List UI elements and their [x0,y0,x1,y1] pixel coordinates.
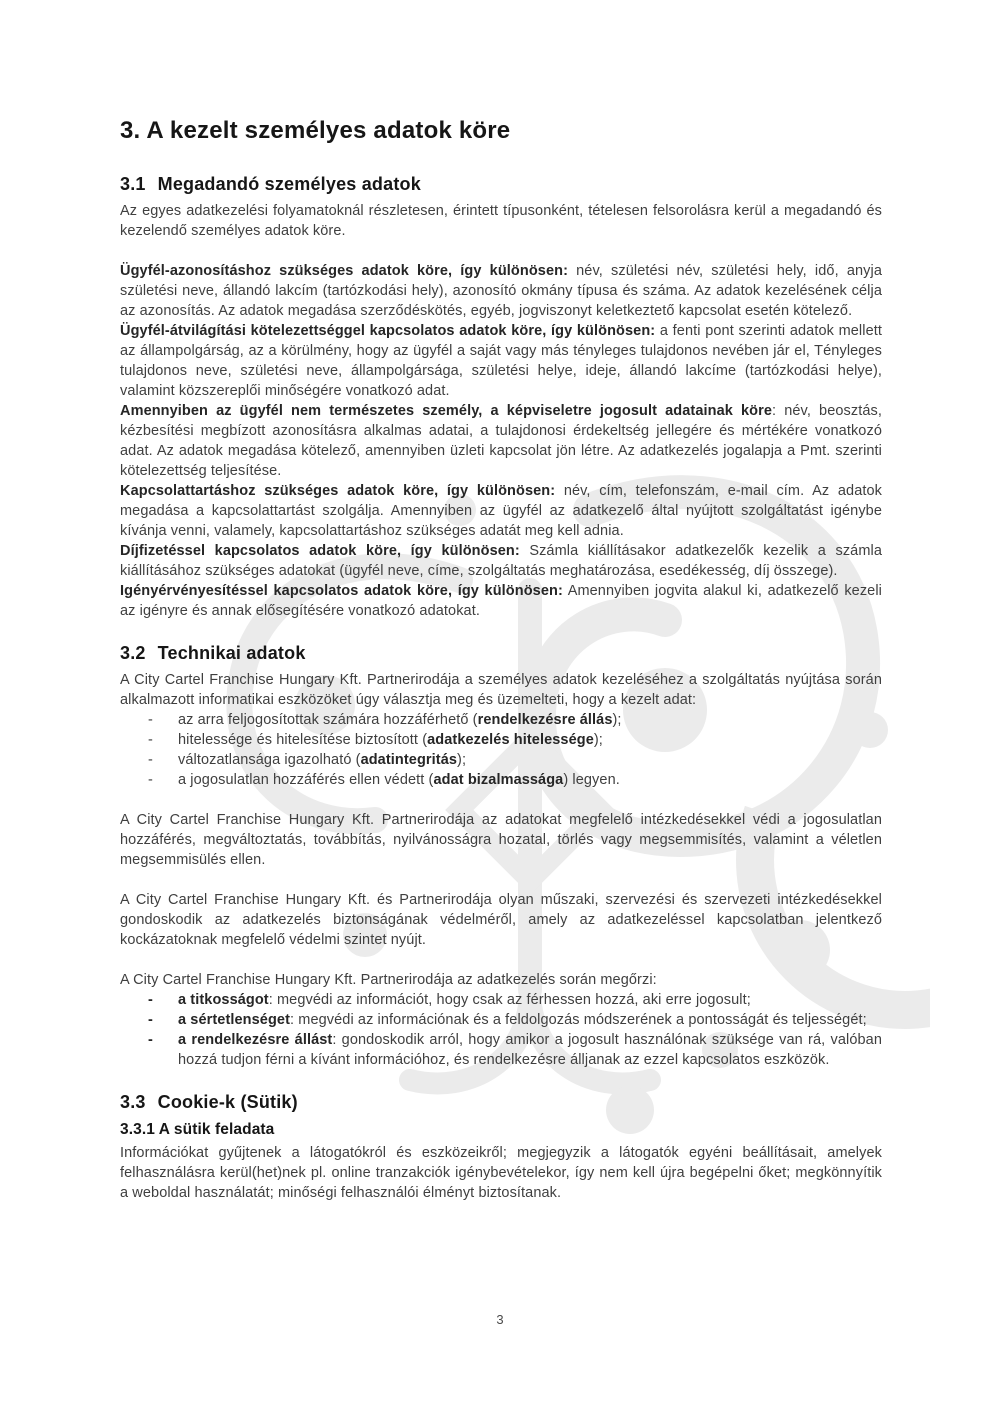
spacer [120,241,882,261]
section-number: 3.3 [120,1092,146,1112]
list-item-text [178,990,882,1010]
section-heading-3-1 [120,172,882,196]
list-item-text [178,730,882,750]
list-marker: - [148,1032,153,1048]
list-item-text [178,770,882,790]
list-item-post: ); [457,752,467,768]
list-item-pre: az arra feljogosítottak számára hozzáférhető ( [178,712,478,728]
list-marker: - [148,772,153,788]
spacer [120,950,882,970]
list-item-term: a titkosságot [178,992,269,1008]
subsection-heading-3-3-1: 3.3.1 A sütik feladata [120,1121,275,1138]
list-item [120,750,882,770]
list-item-pre: a jogosulatlan hozzáférés ellen védett ( [178,772,434,788]
paragraph: Az egyes adatkezelési folyamatoknál részletesen, érintett típusonként, tételesen felsorolásra kerül a megadandó és kezelendő személyes adatok köre. [120,203,882,239]
section-title: Technikai adatok [157,643,306,663]
paragraph: A City Cartel Franchise Hungary Kft. Partnerirodája az adatkezelés során megőrzi: [120,972,657,988]
section-title: Cookie-k (Sütik) [157,1092,298,1112]
paragraph [120,321,882,401]
run-in-heading: Ügyfél-azonosításhoz szükséges adatok köre, így különösen: [120,263,569,279]
list-item-text [178,710,882,730]
paragraph: A City Cartel Franchise Hungary Kft. Partnerirodája az adatokat megfelelő intézkedésekkel védi a jogosulatlan hozzáférés, megváltoztatás, továbbítás, nyilvánosságra hozatal, törlés vagy megsemmisítés, valamint a véletlen megsemmisülés ellen. [120,812,882,868]
list-item [120,990,882,1010]
document-content [120,116,882,1203]
paragraph [120,481,882,541]
list-item [120,710,882,730]
spacer [120,870,882,890]
paragraph [120,261,882,321]
list-item-post: ); [612,712,622,728]
paragraph-text: név, születési név, születési hely, idő, anyja születési neve, állandó lakcím (tartózkodási hely), azonosító okmány típusa és száma. Az adatok kezelésének célja az azonosítás. Az adatok megadása szerződéskötés, egyéb, jogviszonyt keletkeztető kapcsolat esetén kötelező. [120,263,882,319]
paragraph: A City Cartel Franchise Hungary Kft. Partnerirodája a személyes adatok kezeléséhez a szolgáltatás nyújtása során alkalmazott informatikai eszközöket úgy választja meg és üzemelteti, hogy a kezelt adat: [120,672,882,708]
list-item-desc: : megvédi az információnak és a feldolgozás módszerének a pontosságát és teljességét; [290,1012,867,1028]
list-item-term: a rendelkezésre állást [178,1032,333,1048]
list-marker: - [148,992,153,1008]
run-in-heading: Ügyfél-átvilágítási kötelezettséggel kapcsolatos adatok köre, így különösen: [120,323,656,339]
chapter-title: 3. A kezelt személyes adatok köre [120,117,511,144]
list-item-pre: hitelessége és hitelesítése biztosított ( [178,732,428,748]
run-in-heading: Igényérvényesítéssel kapcsolatos adatok köre, így különösen: [120,583,563,599]
paragraph: A City Cartel Franchise Hungary Kft. és Partnerirodája olyan műszaki, szervezési és szervezeti intézkedésekkel gondoskodik az adatkezelés biztonságának védelméről, amely az adatkezeléssel kapcsolatban jelentkező kockázatoknak megfelelő védelmi szintet nyújt. [120,892,882,948]
list-item-text [178,1030,882,1070]
list-item-post: ) legyen. [563,772,620,788]
list-item-text [178,1010,882,1030]
run-in-heading: Kapcsolattartáshoz szükséges adatok köre, így különösen: [120,483,556,499]
list-item [120,1010,882,1030]
list-item-term: adatintegritás [360,752,458,768]
spacer [120,621,882,641]
spacer [120,1070,882,1090]
list-marker: - [148,732,153,748]
section-number: 3.1 [120,174,146,194]
spacer [120,790,882,810]
list-item [120,1030,882,1070]
section-number: 3.2 [120,643,146,663]
list-item-pre: változatlansága igazolható ( [178,752,361,768]
list-item-term: adatkezelés hitelessége [427,732,594,748]
paragraph-text: a fenti pont szerinti adatok mellett az állampolgárság, az a körülmény, hogy az ügyfél a saját vagy más tényleges tulajdonos nevében jár el, Tényleges tulajdonos neve, születési neve, állampolgársága, születési helye, ideje, állandó lakcíme (tartózkodási helye), valamint közszereplői minőségére vonatkozó adat. [120,323,882,399]
paragraph: Információkat gyűjtenek a látogatókról és eszközeikről; megjegyzik a látogatók egyéni beállításait, amelyek felhasználásra kerül(het)nek pl. online tranzakciók igénybevételekor, így nem kell újra begépelni őket; megkönnyítik a weboldal használatát; minőségi felhasználói élményt biztosítanak. [120,1145,882,1201]
paragraph-text: : név, beosztás, kézbesítési megbízott azonosításra alkalmas adatai, a tulajdonosi érdekeltség jellegére és mértékére vonatkozó adat. Az adatok megadása kötelező, amennyiben üzleti kapcsolat jön létre. Az adatkezelés jogalapja a Pmt. szerinti kötelezettség teljesítése. [120,403,882,479]
list-item-text [178,750,882,770]
paragraph [120,541,882,581]
paragraph-text: név, cím, telefonszám, e-mail cím. Az adatok megadása a kapcsolattartást szolgálja. Amennyiben az ügyfél az adatkezelő által nyújtott szolgáltatást igénybe kívánja venni, valamely, kapcsolattartáshoz szükséges adatát meg kell adnia. [120,483,882,539]
list-item-desc: : gondoskodik arról, hogy amikor a jogosult használónak szüksége van rá, valóban hozzá tudjon férni a kívánt információhoz, és rendelkezésre álljanak az ezzel kapcsolatos eszközök. [178,1032,882,1068]
list-item [120,730,882,750]
list-marker: - [148,752,153,768]
list-item-desc: : megvédi az információt, hogy csak az férhessen hozzá, aki erre jogosult; [268,992,751,1008]
paragraph-text: Amennyiben jogvita alakul ki, adatkezelő kezeli az igényre és annak elősegítésére vonatkozó adatokat. [120,583,882,619]
list-item-term: a sértetlenséget [178,1012,291,1028]
list-item-post: ); [593,732,603,748]
paragraph [120,401,882,481]
section-heading-3-2 [120,641,882,665]
list-marker: - [148,1012,153,1028]
list-item [120,770,882,790]
list-marker: - [148,712,153,728]
page-number: 3 [496,1312,504,1327]
run-in-heading: Amennyiben az ügyfél nem természetes személy, a képviseletre jogosult adatainak köre [120,403,773,419]
section-heading-3-3 [120,1090,882,1114]
run-in-heading: Díjfizetéssel kapcsolatos adatok köre, így különösen: [120,543,520,559]
section-title: Megadandó személyes adatok [157,174,421,194]
paragraph-text: Számla kiállításakor adatkezelők kezelik a számla kiállításához szükséges adatokat (ügyfél neve, címe, szolgáltatás meghatározása, esedékesség, díj összege). [120,543,882,579]
list-item-term: rendelkezésre állás [477,712,613,728]
paragraph [120,581,882,621]
list-item-term: adat bizalmassága [433,772,564,788]
